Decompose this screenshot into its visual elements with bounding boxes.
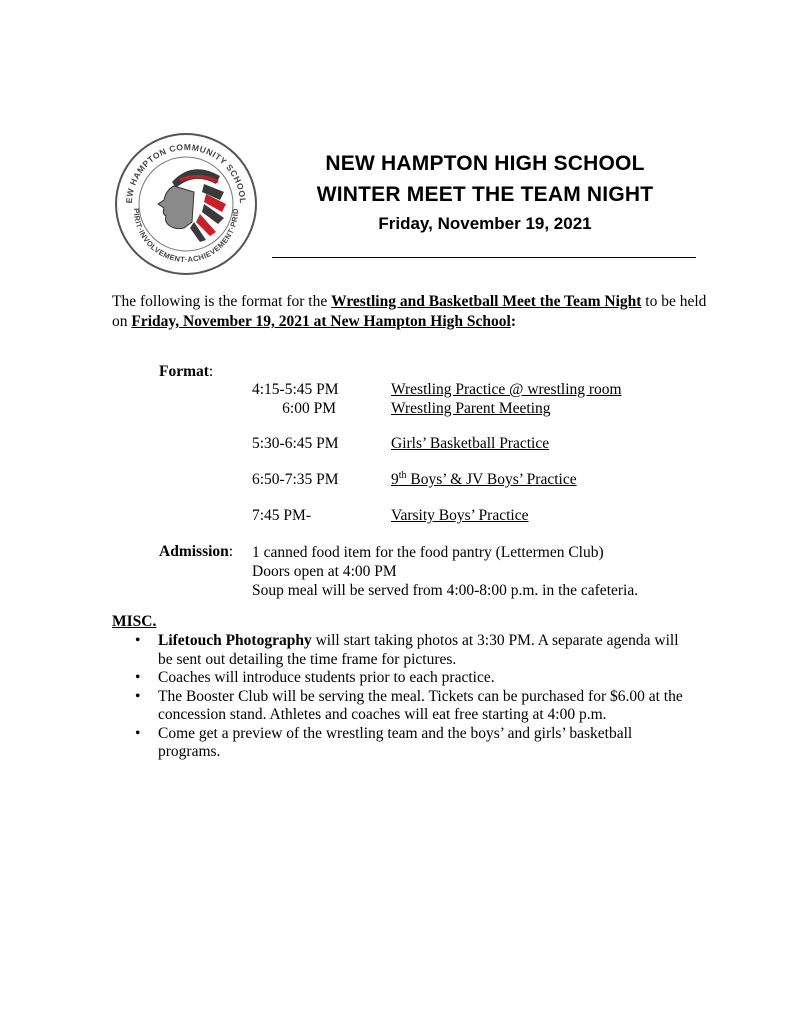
list-item: • The Booster Club will be serving the meal. Tickets can be purchased for $6.00 at the concession stand. Athletes and coaches will eat free starting at 4:00 p.m. [135,688,695,725]
list-item: • Come get a preview of the wrestling team and the boys’ and girls’ basketball programs. [135,725,695,762]
header-divider [272,257,696,258]
schedule-time: 7:45 PM- [252,507,311,524]
event-title: WINTER MEET THE TEAM NIGHT [316,183,654,206]
misc-heading: MISC. [112,613,157,630]
document-header [270,148,700,236]
admission-label: Admission: [159,543,234,560]
list-item: • Lifetouch Photography will start taking photos at 3:30 PM. A separate agenda will be sent out detailing the time frame for pictures. [135,632,695,669]
admission-line: Doors open at 4:00 PM [252,563,397,580]
format-label: Format: [159,363,214,380]
misc-list [135,632,695,762]
schedule-time: 6:50-7:35 PM [252,471,339,488]
intro-colon: : [510,313,517,330]
intro-event-name: Wrestling and Basketball Meet the Team Night [331,293,642,310]
schedule-time: 5:30-6:45 PM [252,435,339,452]
school-logo [112,130,260,278]
schedule-time: 6:00 PM [282,400,336,417]
schedule-time: 4:15-5:45 PM [252,381,339,398]
list-item: • Coaches will introduce students prior to each practice. [135,669,695,688]
schedule-activity: Girls’ Basketball Practice [391,435,550,452]
intro-paragraph [112,292,712,332]
logo-ring-top-text: EW HAMPTON COMMUNITY SCHOOL [123,141,249,205]
logo-ring-bottom-text: PIRIT·INVOLVEMENT·ACHIEVEMENT·PRID [131,208,241,265]
schedule-activity: Wrestling Practice @ wrestling room [391,381,622,398]
intro-text-2: to be held on [112,293,707,330]
admission-line: Soup meal will be served from 4:00-8:00 p.m. in the cafeteria. [252,582,639,599]
admission-details [252,543,638,600]
intro-date-location: Friday, November 19, 2021 at New Hampton High School [131,313,511,330]
schedule-activity: Wrestling Parent Meeting [391,400,551,417]
schedule-activity: 9th Boys’ & JV Boys’ Practice [391,469,577,488]
schedule-activity: Varsity Boys’ Practice [391,507,529,524]
admission-line: 1 canned food item for the food pantry (Lettermen Club) [252,544,604,561]
intro-text-1: The following is the format for the [112,293,332,310]
face-profile-icon [158,186,194,229]
school-title: NEW HAMPTON HIGH SCHOOL [325,152,645,175]
event-date: Friday, November 19, 2021 [378,214,592,233]
